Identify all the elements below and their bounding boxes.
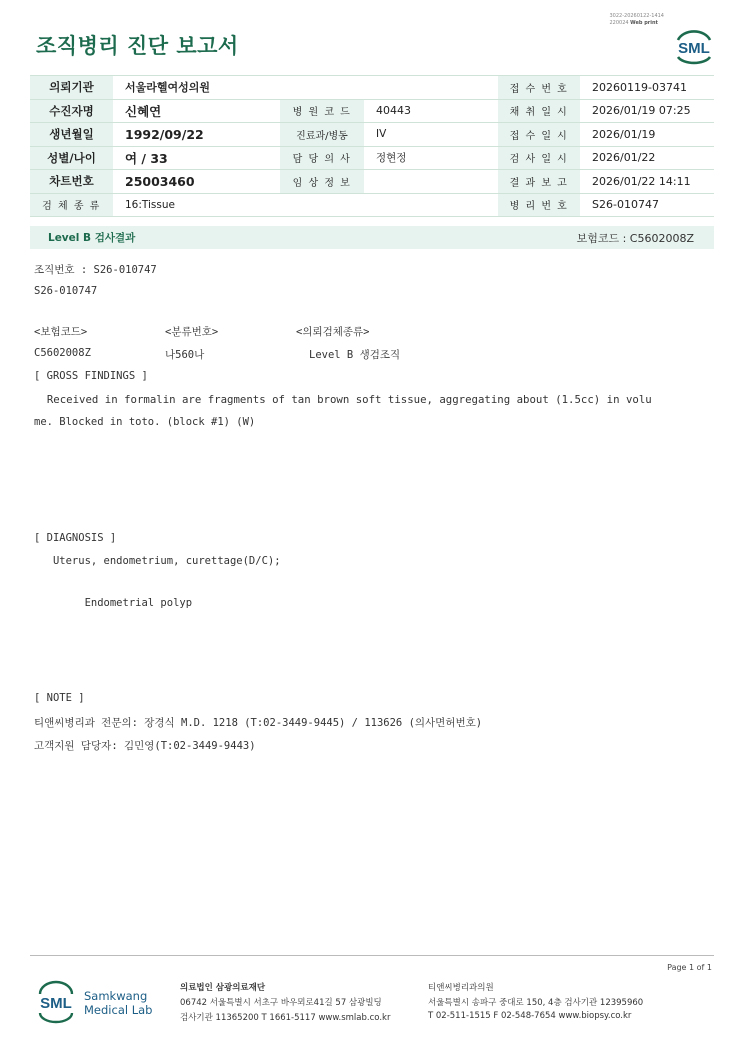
print-id-2: 220024 <box>609 20 629 26</box>
print-label: Web print <box>630 20 658 26</box>
info-row <box>30 193 714 217</box>
label-department: 진료과/병동 <box>280 123 364 147</box>
value-birth-date: 1992/09/22 <box>113 123 280 147</box>
header-class-number: <분류번호> <box>165 326 219 338</box>
lab-name: 티앤씨병리과의원 <box>428 983 494 993</box>
gross-findings-line: me. Blocked in toto. (block #1) (W) <box>34 416 256 428</box>
print-id: 3022-20260122-1414 <box>609 13 664 19</box>
lab-contact: T 02-511-1515 F 02-548-7654 www.biopsy.co.kr <box>428 1011 632 1021</box>
value-department: IV <box>364 123 498 147</box>
value-clinical-info <box>364 170 498 194</box>
result-section-bar <box>30 226 714 249</box>
org-address: 06742 서울특별시 서초구 바우뫼로41길 57 삼광빌딩 <box>180 998 382 1008</box>
org-contact: 검사기관 11365200 T 1661-5117 www.smlab.co.kr <box>180 1013 391 1023</box>
page-number: Page 1 of 1 <box>667 963 712 972</box>
patient-info-table <box>30 75 714 217</box>
info-row <box>30 146 714 170</box>
tissue-number: 조직번호 : S26-010747 <box>34 264 157 276</box>
label-report-date: 결 과 보 고 <box>498 170 580 194</box>
sml-logo <box>672 26 716 66</box>
value-report-date: 2026/01/22 14:11 <box>580 170 714 194</box>
value-class-number: 나560나 <box>165 349 205 361</box>
value-specimen-kind: Level B 생검조직 <box>309 349 401 361</box>
value-chart-no: 25003460 <box>113 170 280 194</box>
info-row <box>30 170 714 194</box>
value-insurance-code: C5602008Z <box>34 347 91 359</box>
label-sex-age: 성별/나이 <box>30 146 113 170</box>
label-receipt-date: 접 수 일 시 <box>498 123 580 147</box>
value-patient-name: 신혜연 <box>113 99 280 123</box>
label-birth-date: 생년월일 <box>30 123 113 147</box>
note-pathologist: 티앤씨병리과 전문의: 장경식 M.D. 1218 (T:02-3449-9445) / 113626 (의사면허번호) <box>34 717 483 729</box>
label-hospital-code: 병 원 코 드 <box>280 99 364 123</box>
org-name: 의료법인 삼광의료재단 <box>180 983 266 993</box>
value-hospital-code: 40443 <box>364 99 498 123</box>
info-row <box>30 123 714 147</box>
header-insurance-code: <보험코드> <box>34 326 88 338</box>
label-clinical-info: 임 상 정 보 <box>280 170 364 194</box>
info-row <box>30 76 714 100</box>
label-specimen-type: 검 체 종 류 <box>30 193 113 217</box>
tissue-number-2: S26-010747 <box>34 285 98 297</box>
value-doctor: 정현정 <box>364 146 498 170</box>
value-receipt-date: 2026/01/19 <box>580 123 714 147</box>
label-chart-no: 차트번호 <box>30 170 113 194</box>
brand-name-line2: Medical Lab <box>84 1003 153 1017</box>
footer-divider <box>30 955 714 956</box>
label-patient-name: 수진자명 <box>30 99 113 123</box>
value-collection-date: 2026/01/19 07:25 <box>580 99 714 123</box>
report-title: 조직병리 진단 보고서 <box>36 34 239 58</box>
value-receipt-no: 20260119-03741 <box>580 76 714 100</box>
note-support-contact: 고객지원 담당자: 김민영(T:02-3449-9443) <box>34 740 256 752</box>
label-pathology-no: 병 리 번 호 <box>498 193 580 217</box>
diagnosis-result: Endometrial polyp <box>34 597 193 609</box>
label-collection-date: 채 취 일 시 <box>498 99 580 123</box>
sml-logo-text: SML <box>678 40 710 57</box>
lab-address: 서울특별시 송파구 중대로 150, 4층 검사기관 12395960 <box>428 998 644 1008</box>
value-sex-age: 여 / 33 <box>113 146 280 170</box>
sml-footer-logo <box>36 980 76 1024</box>
header-specimen-kind: <의뢰검체종류> <box>296 326 370 338</box>
value-test-date: 2026/01/22 <box>580 146 714 170</box>
gross-findings-header: [ GROSS FINDINGS ] <box>34 370 148 382</box>
value-institution: 서울라헬여성의원 <box>113 76 498 100</box>
insurance-code: 보험코드 : C5602008Z <box>576 232 694 245</box>
label-test-date: 검 사 일 시 <box>498 146 580 170</box>
note-header: [ NOTE ] <box>34 692 85 704</box>
brand-name-line1: Samkwang <box>84 989 148 1003</box>
diagnosis-header: [ DIAGNOSIS ] <box>34 532 117 544</box>
label-receipt-no: 접 수 번 호 <box>498 76 580 100</box>
info-row <box>30 99 714 123</box>
label-doctor: 담 당 의 사 <box>280 146 364 170</box>
result-section-title: Level B 검사결과 <box>48 232 136 244</box>
value-specimen-type: 16:Tissue <box>113 193 498 217</box>
label-institution: 의뢰기관 <box>30 76 113 100</box>
gross-findings-line: Received in formalin are fragments of tan brown soft tissue, aggregating about (1.5cc) in volu <box>34 393 652 406</box>
print-info <box>609 13 664 27</box>
value-pathology-no: S26-010747 <box>580 193 714 217</box>
sml-footer-logo-text: SML <box>40 995 72 1012</box>
diagnosis-site: Uterus, endometrium, curettage(D/C); <box>34 555 281 567</box>
